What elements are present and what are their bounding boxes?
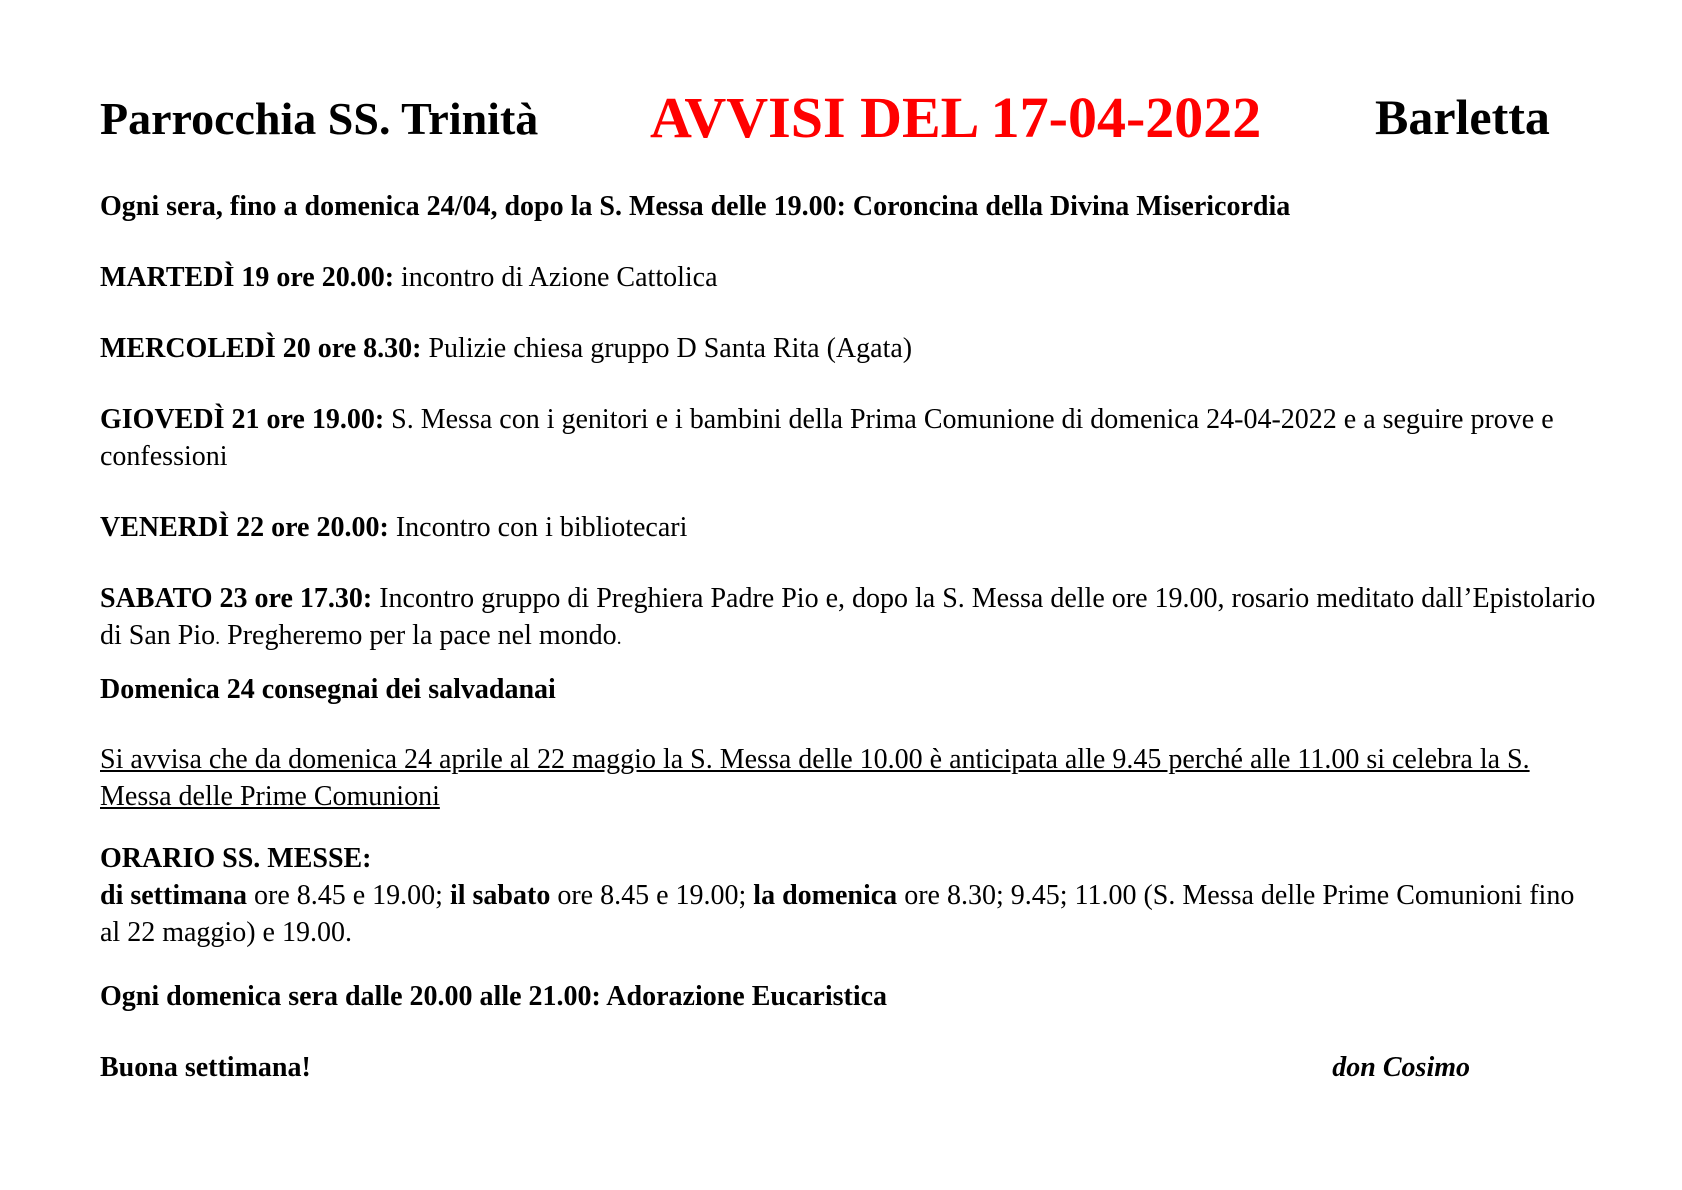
schedule-week-label: di settimana — [100, 880, 247, 911]
notice-saturday — [100, 580, 1600, 657]
notice-saturday-dot: . — [215, 627, 221, 649]
notice-tuesday — [100, 259, 1600, 296]
footer — [100, 1049, 1600, 1086]
schedule-sunday-label: la domenica — [753, 880, 898, 911]
greeting: Buona settimana! — [100, 1052, 311, 1083]
city-name: Barletta — [1375, 89, 1550, 145]
schedule-week-text: ore 8.45 e 19.00; — [247, 880, 450, 911]
notice-saturday-dot-2: . — [616, 627, 622, 649]
notice-friday — [100, 509, 1600, 546]
schedule-text — [100, 877, 1600, 951]
notice-sunday: Domenica 24 consegnai dei salvadanai — [100, 674, 556, 705]
parish-name: Parrocchia SS. Trinità — [100, 93, 539, 144]
notice-wednesday — [100, 330, 1600, 367]
schedule-saturday-label: il sabato — [449, 880, 551, 911]
notice-tuesday-label: MARTEDÌ 19 ore 20.00: — [100, 262, 395, 293]
notice-wednesday-label: MERCOLEDÌ 20 ore 8.30: — [100, 333, 422, 364]
schedule-heading: ORARIO SS. MESSE: — [100, 843, 372, 874]
notice-wednesday-text: Pulizie chiesa gruppo D Santa Rita (Agata) — [421, 333, 913, 364]
page-title: AVVISI DEL 17-04-2022 — [650, 85, 1262, 150]
notice-body — [100, 188, 1600, 1086]
notice-friday-label: VENERDÌ 22 ore 20.00: — [100, 512, 389, 543]
notice-saturday-text: Incontro gruppo di Preghiera Padre Pio e, dopo la S. Messa delle ore 19.00, rosario meditato dall’Epistolario di San Pio — [100, 583, 1596, 651]
notice-thursday-text: S. Messa con i genitori e i bambini della Prima Comunione di domenica 24-04-2022 e a seguire prove e confessioni — [100, 404, 1554, 472]
header — [100, 84, 1560, 154]
notice-mass-change: Si avvisa che da domenica 24 aprile al 22 maggio la S. Messa delle 10.00 è anticipata alle 9.45 perché alle 11.00 si celebra la S. Messa delle Prime Comunioni — [100, 744, 1530, 812]
notice-saturday-label: SABATO 23 ore 17.30: — [100, 583, 373, 614]
signature: don Cosimo — [1332, 1052, 1470, 1083]
notice-evening: Ogni sera, fino a domenica 24/04, dopo la S. Messa delle 19.00: Coroncina della Divina Misericordia — [100, 191, 1291, 222]
notice-thursday — [100, 401, 1600, 475]
notice-tuesday-text: incontro di Azione Cattolica — [394, 262, 718, 293]
notice-adoration: Ogni domenica sera dalle 20.00 alle 21.00: Adorazione Eucaristica — [100, 981, 888, 1012]
schedule-saturday-text: ore 8.45 e 19.00; — [550, 880, 754, 911]
notice-thursday-label: GIOVEDÌ 21 ore 19.00: — [100, 404, 385, 435]
notice-friday-text: Incontro con i bibliotecari — [388, 512, 688, 543]
schedule-sunday-text: ore 8.30; 9.45; 11.00 (S. Messa delle Prime Comunioni fino al 22 maggio) e 19.00. — [100, 880, 1575, 948]
notice-saturday-text-2: Pregheremo per la pace nel mondo — [220, 620, 617, 651]
